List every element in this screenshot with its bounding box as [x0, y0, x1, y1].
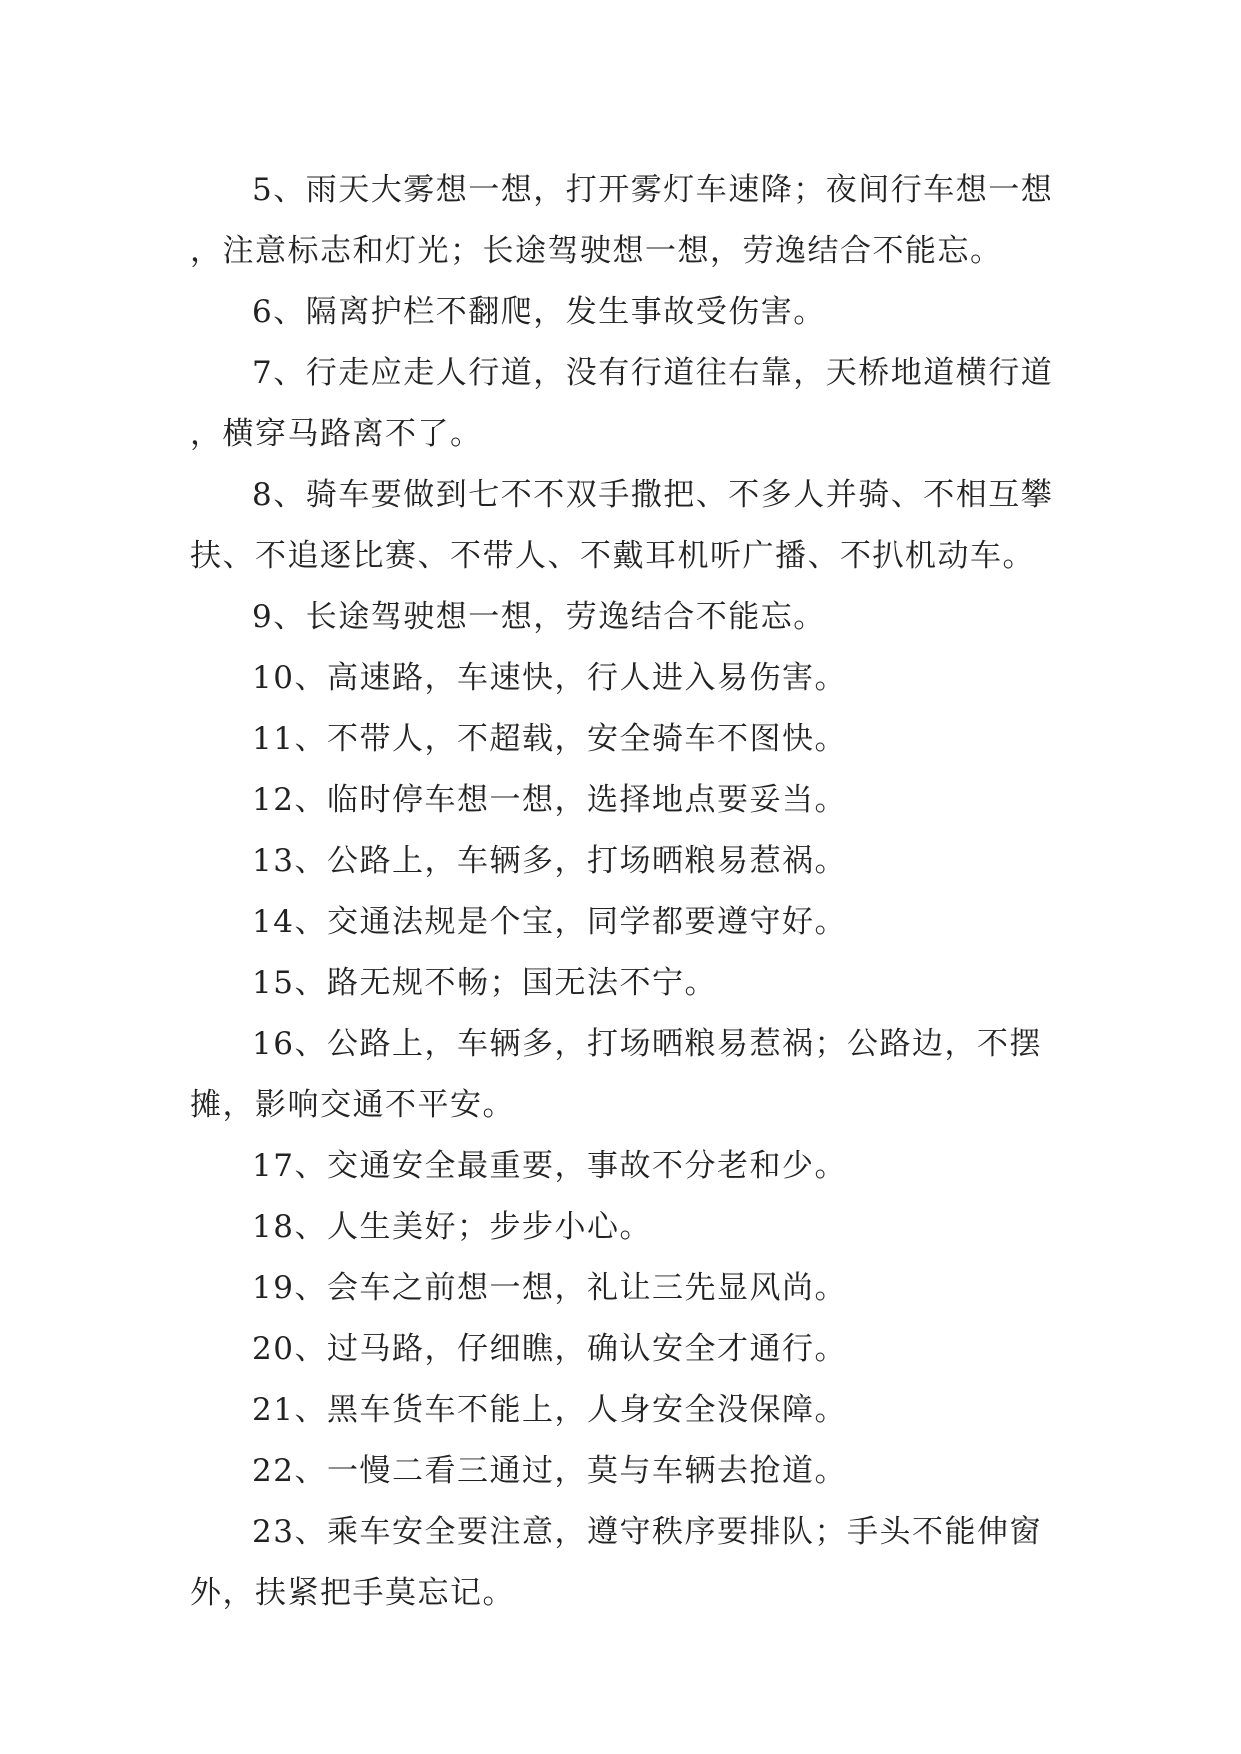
- paragraph-5: 5、雨天大雾想一想，打开雾灯车速降；夜间行车想一想，注意标志和灯光；长途驾驶想一想，劳逸结合不能忘。: [190, 172, 1054, 269]
- paragraph-19: 19、会车之前想一想，礼让三先显风尚。: [252, 1270, 847, 1306]
- paragraph-23: 23、乘车安全要注意，遵守秩序要排队；手头不能伸窗外，扶紧把手莫忘记。: [190, 1514, 1042, 1611]
- paragraph-12: 12、临时停车想一想，选择地点要妥当。: [252, 782, 847, 818]
- paragraph-22: 22、一慢二看三通过，莫与车辆去抢道。: [252, 1453, 847, 1489]
- document-body: [190, 160, 1060, 1624]
- paragraph-6: 6、隔离护栏不翻爬，发生事故受伤害。: [252, 294, 826, 330]
- paragraph-13: 13、公路上，车辆多，打场晒粮易惹祸。: [252, 843, 847, 879]
- paragraph-7: 7、行走应走人行道，没有行道往右靠，天桥地道横行道，横穿马路离不了。: [190, 355, 1054, 452]
- paragraph-16: 16、公路上，车辆多，打场晒粮易惹祸；公路边，不摆摊，影响交通不平安。: [190, 1026, 1042, 1123]
- paragraph-10: 10、高速路，车速快，行人进入易伤害。: [252, 660, 847, 696]
- paragraph-9: 9、长途驾驶想一想，劳逸结合不能忘。: [252, 599, 826, 635]
- paragraph-21: 21、黑车货车不能上，人身安全没保障。: [252, 1392, 847, 1428]
- paragraph-11: 11、不带人，不超载，安全骑车不图快。: [252, 721, 847, 757]
- paragraph-14: 14、交通法规是个宝，同学都要遵守好。: [252, 904, 847, 940]
- paragraph-20: 20、过马路，仔细瞧，确认安全才通行。: [252, 1331, 847, 1367]
- paragraph-17: 17、交通安全最重要，事故不分老和少。: [252, 1148, 847, 1184]
- paragraph-8: 8、骑车要做到七不不双手撒把、不多人并骑、不相互攀扶、不追逐比赛、不带人、不戴耳机听广播、不扒机动车。: [190, 477, 1054, 574]
- paragraph-15: 15、路无规不畅；国无法不宁。: [252, 965, 717, 1001]
- paragraph-18: 18、人生美好；步步小心。: [252, 1209, 652, 1245]
